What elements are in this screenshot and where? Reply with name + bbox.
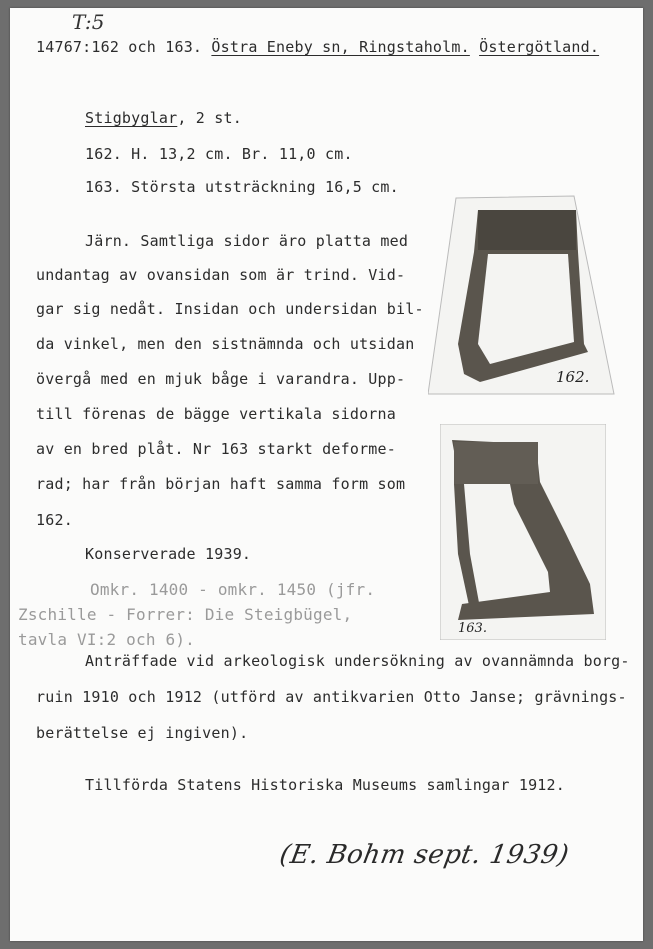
dating-line: Zschille - Forrer: Die Steigbügel,: [18, 605, 353, 624]
header-line: [36, 38, 599, 56]
photo-label-162: 162.: [556, 368, 590, 386]
stirrup-plate: [454, 442, 538, 484]
description-line: undantag av ovansidan som är trind. Vid-: [36, 266, 406, 284]
catalog-number: 14767:162 och 163.: [36, 38, 203, 56]
photo-label-163: 163.: [458, 621, 487, 636]
accession-note: Tillförda Statens Historiska Museums samlingar 1912.: [85, 776, 565, 794]
find-line: ruin 1910 och 1912 (utförd av antikvarien Otto Janse; grävnings-: [36, 688, 627, 706]
description-line: da vinkel, men den sistnämnda och utsidan: [36, 335, 415, 353]
description-line: övergå med en mjuk båge i varandra. Upp-: [36, 370, 406, 388]
dating-line: tavla VI:2 och 6).: [18, 630, 195, 649]
object-name: Stigbyglar: [85, 109, 178, 127]
description-line: Järn. Samtliga sidor äro platta med: [85, 232, 409, 250]
title-line: [85, 109, 242, 127]
description-line: till förenas de bägge vertikala sidorna: [36, 405, 396, 423]
card-code: T:5: [72, 10, 105, 34]
description-line: gar sig nedåt. Insidan och undersidan bil-: [36, 300, 424, 318]
find-line: berättelse ej ingiven).: [36, 724, 249, 742]
description-line: 162.: [36, 511, 73, 529]
find-place: Östra Eneby sn, Ringstaholm.: [211, 38, 470, 56]
item-163-measures: 163. Största utsträckning 16,5 cm.: [85, 178, 399, 196]
stirrup-163-photo: [440, 424, 606, 640]
description-line: rad; har från början haft samma form som: [36, 475, 406, 493]
signature: (E. Bohm sept. 1939): [277, 840, 572, 870]
dating-line: Omkr. 1400 - omkr. 1450 (jfr.: [90, 580, 376, 599]
object-count: , 2 st.: [177, 109, 242, 127]
conservation-note: Konserverade 1939.: [85, 545, 252, 563]
stirrup-162-photo: [428, 194, 618, 404]
description-line: av en bred plåt. Nr 163 starkt deforme-: [36, 440, 396, 458]
item-162-measures: 162. H. 13,2 cm. Br. 11,0 cm.: [85, 145, 353, 163]
stirrup-plate: [478, 210, 576, 250]
region: Östergötland.: [479, 38, 600, 56]
catalog-card: [10, 8, 643, 941]
find-line: Anträffade vid arkeologisk undersökning av ovannämnda borg-: [85, 652, 630, 670]
